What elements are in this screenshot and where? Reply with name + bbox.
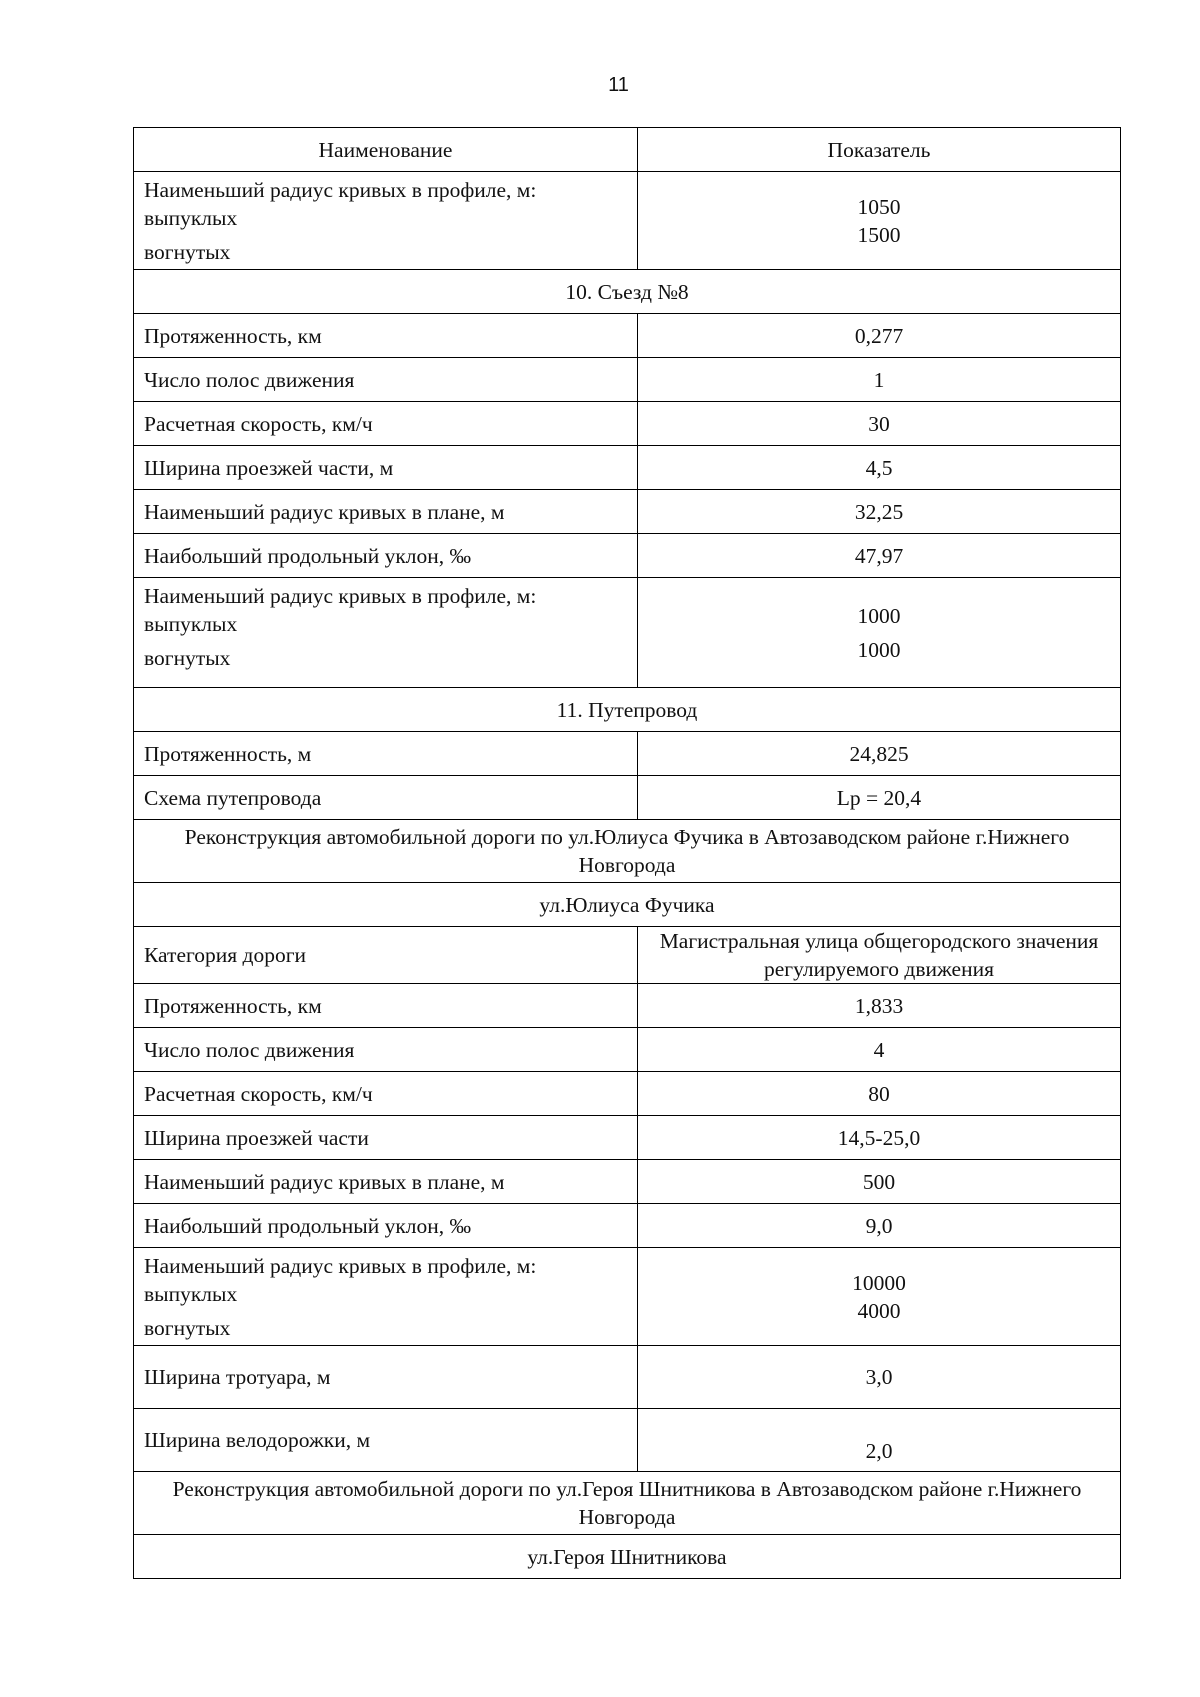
table-row — [134, 1116, 1121, 1160]
parameter-value: 4 — [638, 1028, 1121, 1072]
parameter-name: Протяженность, км — [134, 314, 638, 358]
table-row — [134, 927, 1121, 984]
section-title: Реконструкция автомобильной дороги по ул.Юлиуса Фучика в Автозаводском районе г.Нижнего Новгорода — [134, 820, 1121, 883]
parameter-name: Наибольший продольный уклон, ‰ — [134, 1204, 638, 1248]
parameter-value: 14,5-25,0 — [638, 1116, 1121, 1160]
table-row — [134, 578, 1121, 688]
table-row — [134, 446, 1121, 490]
parameter-value: Lp = 20,4 — [638, 776, 1121, 820]
parameter-name: Ширина тротуара, м — [134, 1346, 638, 1409]
table-row — [134, 358, 1121, 402]
parameter-name: Наименьший радиус кривых в плане, м — [134, 1160, 638, 1204]
parameter-subvalue: 4000 — [857, 1298, 901, 1323]
table-row — [134, 1028, 1121, 1072]
parameter-subitem: выпуклых — [144, 1282, 238, 1306]
parameter-value: 1 — [638, 358, 1121, 402]
parameter-name: Расчетная скорость, км/ч — [134, 1072, 638, 1116]
parameter-name: Протяженность, км — [134, 984, 638, 1028]
parameter-value — [638, 578, 1121, 688]
table-row — [134, 1160, 1121, 1204]
parameter-name — [134, 1248, 638, 1346]
table-row — [134, 1346, 1121, 1409]
table-row — [134, 776, 1121, 820]
parameter-value: 24,825 — [638, 732, 1121, 776]
parameter-name: Наибольший продольный уклон, ‰ — [134, 534, 638, 578]
parameter-name — [134, 172, 638, 270]
parameter-subitem: вогнутых — [144, 646, 231, 670]
table-row — [134, 1072, 1121, 1116]
section-title: ул.Юлиуса Фучика — [134, 883, 1121, 927]
parameter-subvalue: 1500 — [857, 222, 901, 247]
specs-table — [133, 127, 1121, 1579]
parameter-subvalue: 10000 — [852, 1270, 906, 1295]
table-row — [134, 1204, 1121, 1248]
header-value-cell: Показатель — [638, 128, 1121, 172]
parameter-name: Расчетная скорость, км/ч — [134, 402, 638, 446]
parameter-value: 2,0 — [638, 1409, 1121, 1472]
parameter-name-line: Наименьший радиус кривых в профиле, м: — [144, 1254, 537, 1278]
table-row — [134, 984, 1121, 1028]
section-title: Реконструкция автомобильной дороги по ул.Героя Шнитникова в Автозаводском районе г.Нижнего Новгорода — [134, 1472, 1121, 1535]
parameter-value: 4,5 — [638, 446, 1121, 490]
parameter-name: Схема путепровода — [134, 776, 638, 820]
section-row — [134, 688, 1121, 732]
table-row — [134, 402, 1121, 446]
table-row — [134, 732, 1121, 776]
parameter-value: 3,0 — [638, 1346, 1121, 1409]
page-number: 11 — [608, 74, 629, 96]
parameter-name: Число полос движения — [134, 358, 638, 402]
table-row — [134, 1248, 1121, 1346]
parameter-name: Наименьший радиус кривых в плане, м — [134, 490, 638, 534]
section-row — [134, 270, 1121, 314]
parameter-name: Ширина велодорожки, м — [134, 1409, 638, 1472]
parameter-value: 1,833 — [638, 984, 1121, 1028]
parameter-name: Категория дороги — [134, 927, 638, 984]
parameter-name-line: Наименьший радиус кривых в профиле, м: — [144, 584, 537, 608]
parameter-value: 9,0 — [638, 1204, 1121, 1248]
section-row — [134, 1535, 1121, 1579]
parameter-subitem: выпуклых — [144, 206, 238, 230]
parameter-subvalue: 1000 — [857, 637, 901, 662]
parameter-subitem: вогнутых — [144, 240, 231, 264]
parameter-value — [638, 1248, 1121, 1346]
parameter-value: 0,277 — [638, 314, 1121, 358]
parameter-subvalue: 1050 — [857, 194, 901, 219]
parameter-value: 30 — [638, 402, 1121, 446]
parameter-name — [134, 578, 638, 688]
parameter-name: Ширина проезжей части — [134, 1116, 638, 1160]
section-row — [134, 820, 1121, 883]
header-name-cell: Наименование — [134, 128, 638, 172]
parameter-value — [638, 172, 1121, 270]
section-title: ул.Героя Шнитникова — [134, 1535, 1121, 1579]
section-title: 11. Путепровод — [134, 688, 1121, 732]
parameter-name: Число полос движения — [134, 1028, 638, 1072]
parameter-value: 80 — [638, 1072, 1121, 1116]
parameter-value: 32,25 — [638, 490, 1121, 534]
parameter-value: 47,97 — [638, 534, 1121, 578]
parameter-value: Магистральная улица общегородского значения регулируемого движения — [638, 927, 1121, 984]
parameter-subitem: выпуклых — [144, 612, 238, 636]
parameter-name: Ширина проезжей части, м — [134, 446, 638, 490]
table-header-row — [134, 128, 1121, 172]
section-row — [134, 883, 1121, 927]
section-title: 10. Съезд №8 — [134, 270, 1121, 314]
table-row — [134, 172, 1121, 270]
table-row — [134, 1409, 1121, 1472]
table-row — [134, 314, 1121, 358]
parameter-value: 500 — [638, 1160, 1121, 1204]
parameter-name: Протяженность, м — [134, 732, 638, 776]
table-row — [134, 490, 1121, 534]
table-row — [134, 534, 1121, 578]
parameter-name-line: Наименьший радиус кривых в профиле, м: — [144, 178, 537, 202]
parameter-subitem: вогнутых — [144, 1316, 231, 1340]
section-row — [134, 1472, 1121, 1535]
parameter-subvalue: 1000 — [857, 603, 901, 628]
